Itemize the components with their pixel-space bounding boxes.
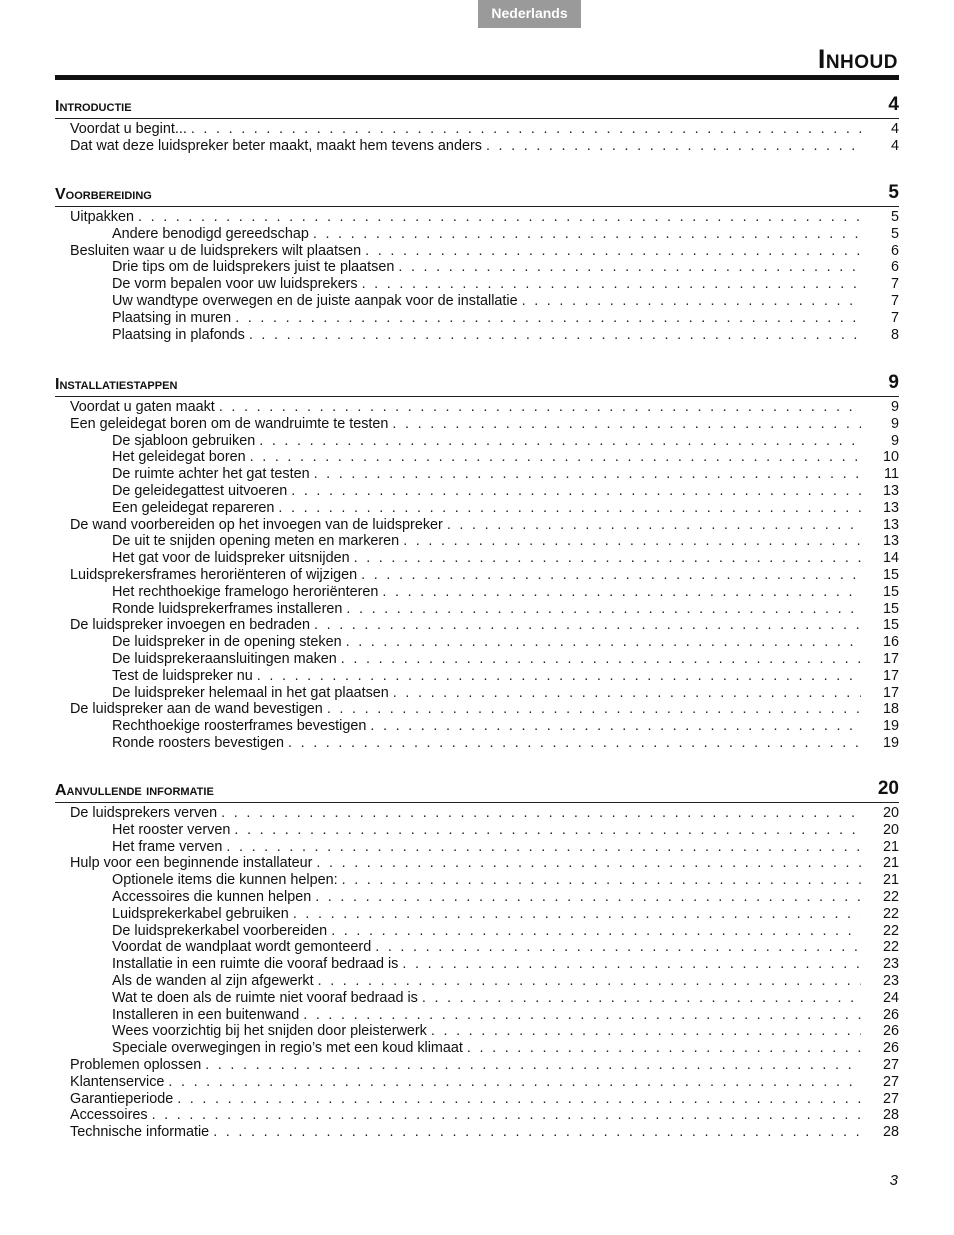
entry-page-number: 18	[882, 701, 899, 718]
dot-leader	[313, 226, 861, 243]
entry-page-number: 5	[890, 209, 899, 225]
dot-leader	[422, 990, 861, 1007]
entry-list	[55, 121, 899, 155]
dot-leader	[249, 327, 861, 344]
entry-page-number: 9	[890, 415, 899, 432]
entry-title: Luidsprekersframes heroriënteren of wijzigen	[70, 566, 358, 583]
toc-entry[interactable]	[55, 483, 899, 500]
dot-leader	[221, 805, 861, 822]
dot-leader	[152, 1107, 861, 1124]
entry-title: Voordat de wandplaat wordt gemonteerd	[112, 939, 372, 956]
entry-title: Technische informatie	[70, 1124, 210, 1141]
entry-title: De luidspreker helemaal in het gat plaatsen	[112, 684, 389, 701]
entry-title: Installeren in een buitenwand	[112, 1006, 300, 1023]
section-title: Installatiestappen	[55, 376, 178, 393]
dot-leader	[316, 855, 861, 872]
entry-title: Ronde luidsprekerframes installeren	[112, 600, 343, 617]
dot-leader	[191, 121, 861, 138]
entry-title: Dat wat deze luidspreker beter maakt, maakt hem tevens anders	[70, 137, 482, 154]
toc-entry[interactable]	[55, 1107, 899, 1124]
entry-title: Voordat u gaten maakt	[70, 399, 215, 415]
dot-leader	[303, 1007, 861, 1024]
toc-entry[interactable]	[55, 1023, 899, 1040]
toc-entry[interactable]	[55, 906, 899, 923]
entry-page-number: 16	[882, 634, 899, 651]
toc-entry[interactable]	[55, 956, 899, 973]
toc-section	[55, 372, 899, 752]
entry-title: Problemen oplossen	[70, 1056, 202, 1073]
dot-leader	[138, 209, 861, 226]
entry-title: Klantenservice	[70, 1073, 165, 1090]
entry-page-number: 22	[882, 905, 899, 922]
dot-leader	[365, 243, 861, 260]
section-page-number: 4	[888, 94, 899, 115]
entry-page-number: 22	[882, 939, 899, 956]
entry-title: De luidsprekeraansluitingen maken	[112, 650, 337, 667]
toc-entry[interactable]	[55, 1091, 899, 1108]
dot-leader	[370, 718, 861, 735]
dot-leader	[293, 906, 861, 923]
entry-page-number: 4	[890, 137, 899, 154]
dot-leader	[168, 1074, 861, 1091]
entry-page-number: 22	[882, 922, 899, 939]
entry-title: De sjabloon gebruiken	[112, 432, 256, 449]
entry-title: Als de wanden al zijn afgewerkt	[112, 972, 314, 989]
dot-leader	[346, 601, 861, 618]
entry-page-number: 20	[882, 805, 899, 821]
entry-page-number: 26	[882, 1040, 899, 1057]
entry-title: De luidspreker in de opening steken	[112, 634, 342, 651]
entry-title: Accessoires die kunnen helpen	[112, 888, 312, 905]
toc-entry[interactable]	[55, 259, 899, 276]
dot-leader	[278, 500, 861, 517]
entry-page-number: 23	[882, 956, 899, 973]
dot-leader	[327, 701, 861, 718]
dot-leader	[354, 550, 861, 567]
dot-leader	[447, 517, 861, 534]
dot-leader	[467, 1040, 861, 1057]
entry-title: De luidsprekers verven	[70, 805, 218, 821]
entry-page-number: 9	[890, 432, 899, 449]
page-number: 3	[889, 1172, 898, 1189]
section-title: Voorbereiding	[55, 186, 152, 203]
dot-leader	[314, 466, 861, 483]
entry-page-number: 15	[882, 600, 899, 617]
entry-list	[55, 209, 899, 343]
entry-page-number: 7	[890, 309, 899, 326]
section-page-number: 5	[888, 182, 899, 203]
entry-title: De vorm bepalen voor uw luidsprekers	[112, 276, 358, 293]
section-heading[interactable]	[55, 182, 899, 207]
toc-entry[interactable]	[55, 517, 899, 534]
entry-page-number: 9	[890, 399, 899, 415]
toc-entry[interactable]	[55, 1007, 899, 1024]
entry-title: De geleidegattest uitvoeren	[112, 482, 288, 499]
toc-entry[interactable]	[55, 822, 899, 839]
entry-list	[55, 805, 899, 1141]
entry-title: Een geleidegat repareren	[112, 499, 275, 516]
toc-entry[interactable]	[55, 276, 899, 293]
entry-title: Andere benodigd gereedschap	[112, 225, 309, 242]
toc-entry[interactable]	[55, 973, 899, 990]
entry-page-number: 21	[882, 855, 899, 872]
entry-page-number: 26	[882, 1023, 899, 1040]
dot-leader	[486, 138, 861, 155]
entry-page-number: 27	[882, 1090, 899, 1107]
entry-title: Uw wandtype overwegen en de juiste aanpak voor de installatie	[112, 292, 518, 309]
toc-entry[interactable]	[55, 310, 899, 327]
entry-page-number: 17	[882, 650, 899, 667]
dot-leader	[331, 923, 861, 940]
entry-page-number: 15	[882, 583, 899, 600]
entry-page-number: 4	[890, 121, 899, 137]
entry-page-number: 8	[890, 326, 899, 343]
toc-entry[interactable]	[55, 889, 899, 906]
toc-entry[interactable]	[55, 617, 899, 634]
section-title: Aanvullende informatie	[55, 782, 214, 799]
toc-entry[interactable]	[55, 1040, 899, 1057]
entry-title: De ruimte achter het gat testen	[112, 466, 310, 483]
section-title: Introductie	[55, 98, 132, 115]
entry-title: Besluiten waar u de luidsprekers wilt plaatsen	[70, 242, 362, 259]
toc-entry[interactable]	[55, 634, 899, 651]
toc-entry[interactable]	[55, 939, 899, 956]
dot-leader	[259, 433, 861, 450]
language-tab: Nederlands	[478, 0, 581, 28]
dot-leader	[393, 685, 861, 702]
entry-title: Test de luidspreker nu	[112, 667, 253, 684]
entry-page-number: 17	[882, 684, 899, 701]
toc-entry[interactable]	[55, 668, 899, 685]
entry-page-number: 26	[882, 1006, 899, 1023]
toc-entry[interactable]	[55, 533, 899, 550]
toc-entry[interactable]	[55, 1124, 899, 1141]
toc-entry[interactable]	[55, 601, 899, 618]
entry-page-number: 13	[882, 516, 899, 533]
dot-leader	[362, 276, 861, 293]
toc-section	[55, 778, 899, 1141]
dot-leader	[522, 293, 861, 310]
toc-entry[interactable]	[55, 416, 899, 433]
toc-entry[interactable]	[55, 718, 899, 735]
entry-page-number: 17	[882, 667, 899, 684]
entry-title: Het geleidegat boren	[112, 449, 246, 466]
toc-entry[interactable]	[55, 685, 899, 702]
toc-section	[55, 182, 899, 343]
dot-leader	[403, 533, 861, 550]
toc-entry[interactable]	[55, 701, 899, 718]
dot-leader	[235, 310, 861, 327]
section-heading[interactable]	[55, 778, 899, 803]
toc-entry[interactable]	[55, 872, 899, 889]
toc-section	[55, 94, 899, 155]
entry-page-number: 5	[890, 225, 899, 242]
entry-title: Ronde roosters bevestigen	[112, 734, 284, 751]
entry-title: Speciale overwegingen in regio’s met een koud klimaat	[112, 1040, 463, 1057]
entry-title: Voordat u begint...	[70, 121, 187, 137]
entry-title: Uitpakken	[70, 209, 134, 225]
entry-title: Optionele items die kunnen helpen:	[112, 872, 338, 889]
entry-page-number: 7	[890, 292, 899, 309]
dot-leader	[291, 483, 861, 500]
entry-title: Rechthoekige roosterframes bevestigen	[112, 718, 367, 735]
dot-leader	[234, 822, 861, 839]
toc-entry[interactable]	[55, 923, 899, 940]
toc-entry[interactable]	[55, 735, 899, 752]
toc-entry[interactable]	[55, 399, 899, 416]
dot-leader	[219, 399, 861, 416]
entry-title: Drie tips om de luidsprekers juist te plaatsen	[112, 259, 395, 276]
section-page-number: 9	[888, 372, 899, 393]
entry-page-number: 24	[882, 989, 899, 1006]
entry-title: Hulp voor een beginnende installateur	[70, 855, 313, 872]
entry-page-number: 6	[890, 259, 899, 276]
entry-title: Installatie in een ruimte die vooraf bedraad is	[112, 956, 399, 973]
dot-leader	[361, 567, 861, 584]
entry-title: Garantieperiode	[70, 1090, 174, 1107]
entry-title: Plaatsing in plafonds	[112, 326, 245, 343]
toc-entry[interactable]	[55, 226, 899, 243]
toc-entry[interactable]	[55, 855, 899, 872]
entry-title: Het gat voor de luidspreker uitsnijden	[112, 550, 350, 567]
dot-leader	[315, 889, 861, 906]
entry-title: De wand voorbereiden op het invoegen van de luidspreker	[70, 516, 443, 533]
entry-title: De uit te snijden opening meten en markeren	[112, 533, 400, 550]
entry-title: Wat te doen als de ruimte niet vooraf bedraad is	[112, 989, 418, 1006]
dot-leader	[177, 1091, 861, 1108]
dot-leader	[257, 668, 861, 685]
toc-entry[interactable]	[55, 466, 899, 483]
entry-page-number: 27	[882, 1073, 899, 1090]
entry-title: De luidsprekerkabel voorbereiden	[112, 922, 328, 939]
toc-entry[interactable]	[55, 1074, 899, 1091]
entry-list	[55, 399, 899, 752]
entry-title: De luidspreker invoegen en bedraden	[70, 617, 311, 634]
toc-entry[interactable]	[55, 433, 899, 450]
entry-title: Een geleidegat boren om de wandruimte te testen	[70, 415, 389, 432]
entry-title: Het rechthoekige framelogo heroriënteren	[112, 583, 379, 600]
section-page-number: 20	[877, 778, 899, 799]
dot-leader	[392, 416, 861, 433]
entry-page-number: 21	[882, 872, 899, 889]
dot-leader	[226, 839, 861, 856]
entry-page-number: 15	[882, 617, 899, 634]
entry-title: Wees voorzichtig bij het snijden door pleisterwerk	[112, 1023, 427, 1040]
entry-title: Het frame verven	[112, 838, 223, 855]
toc-entry[interactable]	[55, 651, 899, 668]
dot-leader	[398, 259, 861, 276]
dot-leader	[288, 735, 861, 752]
entry-page-number: 7	[890, 276, 899, 293]
toc-entry[interactable]	[55, 500, 899, 517]
toc-entry[interactable]	[55, 209, 899, 226]
entry-page-number: 21	[882, 838, 899, 855]
dot-leader	[346, 634, 861, 651]
entry-page-number: 6	[890, 242, 899, 259]
toc-entry[interactable]	[55, 138, 899, 155]
title-rule	[55, 75, 899, 80]
toc-entry[interactable]	[55, 327, 899, 344]
entry-page-number: 27	[882, 1056, 899, 1073]
dot-leader	[342, 872, 861, 889]
dot-leader	[382, 584, 861, 601]
entry-page-number: 20	[882, 821, 899, 838]
entry-title: Plaatsing in muren	[112, 309, 232, 326]
dot-leader	[341, 651, 861, 668]
dot-leader	[213, 1124, 861, 1141]
entry-page-number: 15	[882, 566, 899, 583]
toc-entry[interactable]	[55, 243, 899, 260]
entry-page-number: 28	[882, 1124, 899, 1141]
dot-leader	[318, 973, 861, 990]
entry-page-number: 13	[882, 482, 899, 499]
toc-entry[interactable]	[55, 990, 899, 1007]
toc-entry[interactable]	[55, 293, 899, 310]
section-heading[interactable]	[55, 372, 899, 397]
toc-entry[interactable]	[55, 1057, 899, 1074]
entry-page-number: 14	[882, 550, 899, 567]
entry-page-number: 10	[882, 449, 899, 466]
toc-entry[interactable]	[55, 584, 899, 601]
entry-page-number: 13	[882, 499, 899, 516]
entry-page-number: 23	[882, 972, 899, 989]
entry-page-number: 28	[882, 1107, 899, 1124]
entry-title: De luidspreker aan de wand bevestigen	[70, 701, 323, 718]
toc-entry[interactable]	[55, 805, 899, 822]
toc-entry[interactable]	[55, 550, 899, 567]
dot-leader	[431, 1023, 861, 1040]
entry-title: Accessoires	[70, 1107, 148, 1124]
toc-entry[interactable]	[55, 839, 899, 856]
toc-entry[interactable]	[55, 567, 899, 584]
dot-leader	[402, 956, 861, 973]
entry-title: Luidsprekerkabel gebruiken	[112, 905, 289, 922]
entry-title: Het rooster verven	[112, 821, 231, 838]
page-title: Inhoud	[817, 44, 898, 74]
dot-leader	[314, 617, 861, 634]
entry-page-number: 13	[882, 533, 899, 550]
section-heading[interactable]	[55, 94, 899, 119]
entry-page-number: 22	[882, 888, 899, 905]
dot-leader	[250, 449, 861, 466]
entry-page-number: 19	[882, 718, 899, 735]
toc-entry[interactable]	[55, 449, 899, 466]
dot-leader	[205, 1057, 861, 1074]
entry-page-number: 11	[884, 466, 899, 483]
toc-entry[interactable]	[55, 121, 899, 138]
dot-leader	[375, 939, 861, 956]
entry-page-number: 19	[882, 734, 899, 751]
